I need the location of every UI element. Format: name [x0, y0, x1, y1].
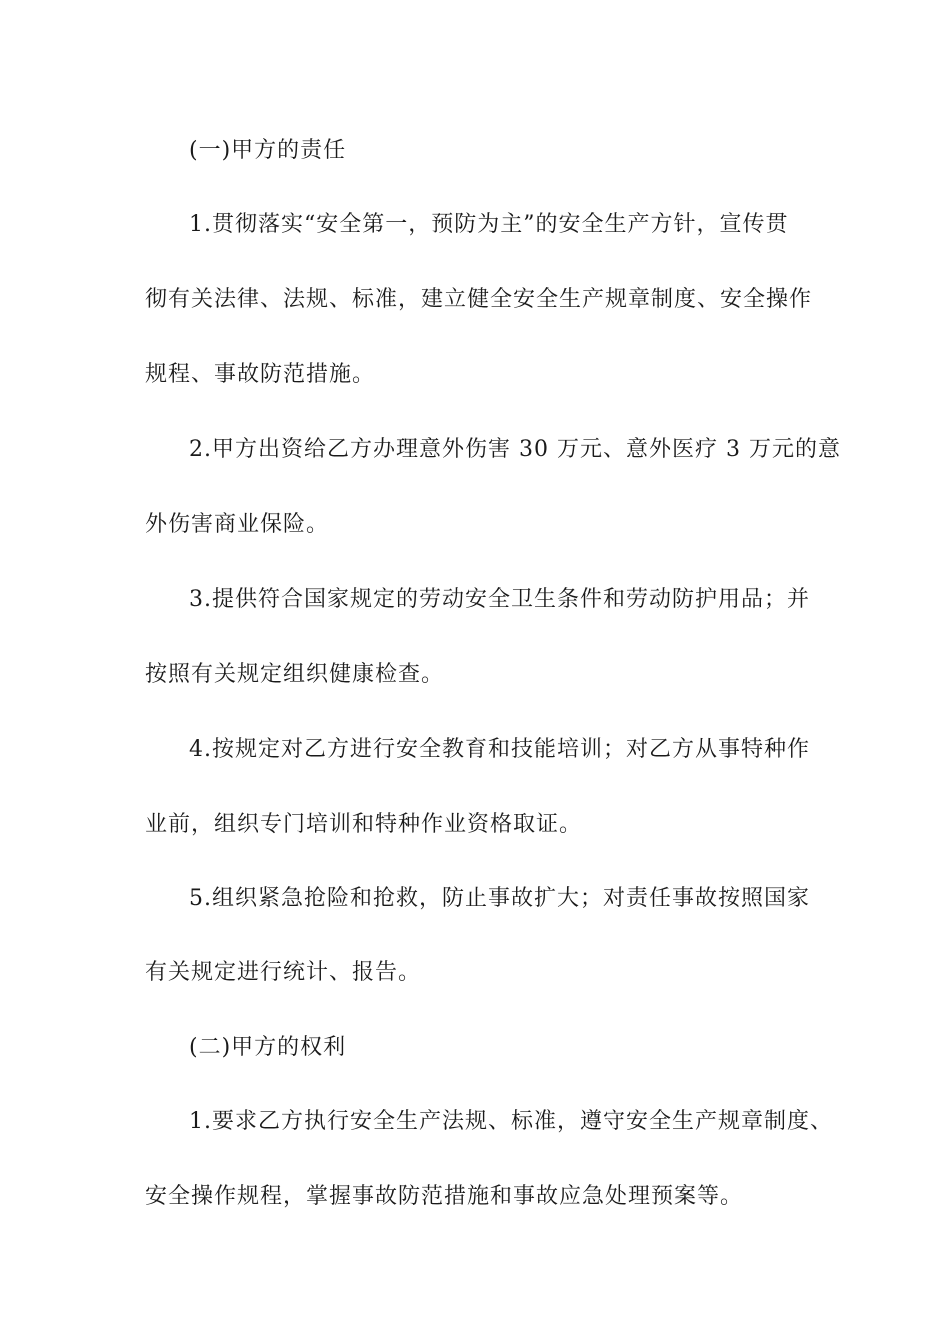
- paragraph-5-line-1: 5.组织紧急抢险和抢救，防止事故扩大；对责任事故按照国家: [189, 886, 810, 911]
- paragraph-2-line-1: 2.甲方出资给乙方办理意外伤害 30 万元、意外医疗 3 万元的意: [189, 437, 841, 462]
- paragraph-3-line-1: 3.提供符合国家规定的劳动安全卫生条件和劳动防护用品；并: [189, 587, 810, 612]
- paragraph-1-line-1: 1.贯彻落实“安全第一，预防为主”的安全生产方针，宣传贯: [189, 212, 789, 237]
- section-heading-responsibilities: (一)甲方的责任: [189, 138, 347, 163]
- paragraph-4-line-2: 业前，组织专门培训和特种作业资格取证。: [145, 812, 583, 837]
- paragraph-3-line-2: 按照有关规定组织健康检查。: [145, 662, 445, 687]
- paragraph-1-line-2: 彻有关法律、法规、标准，建立健全安全生产规章制度、安全操作: [145, 287, 813, 312]
- paragraph-2-line-2: 外伤害商业保险。: [145, 512, 330, 537]
- rights-paragraph-1-line-2: 安全操作规程，掌握事故防范措施和事故应急处理预案等。: [145, 1184, 744, 1209]
- rights-paragraph-1-line-1: 1.要求乙方执行安全生产法规、标准，遵守安全生产规章制度、: [189, 1109, 833, 1134]
- section-heading-rights: (二)甲方的权利: [189, 1035, 347, 1060]
- paragraph-1-line-3: 规程、事故防范措施。: [145, 362, 376, 387]
- paragraph-5-line-2: 有关规定进行统计、报告。: [145, 960, 422, 985]
- paragraph-4-line-1: 4.按规定对乙方进行安全教育和技能培训；对乙方从事特种作: [189, 737, 810, 762]
